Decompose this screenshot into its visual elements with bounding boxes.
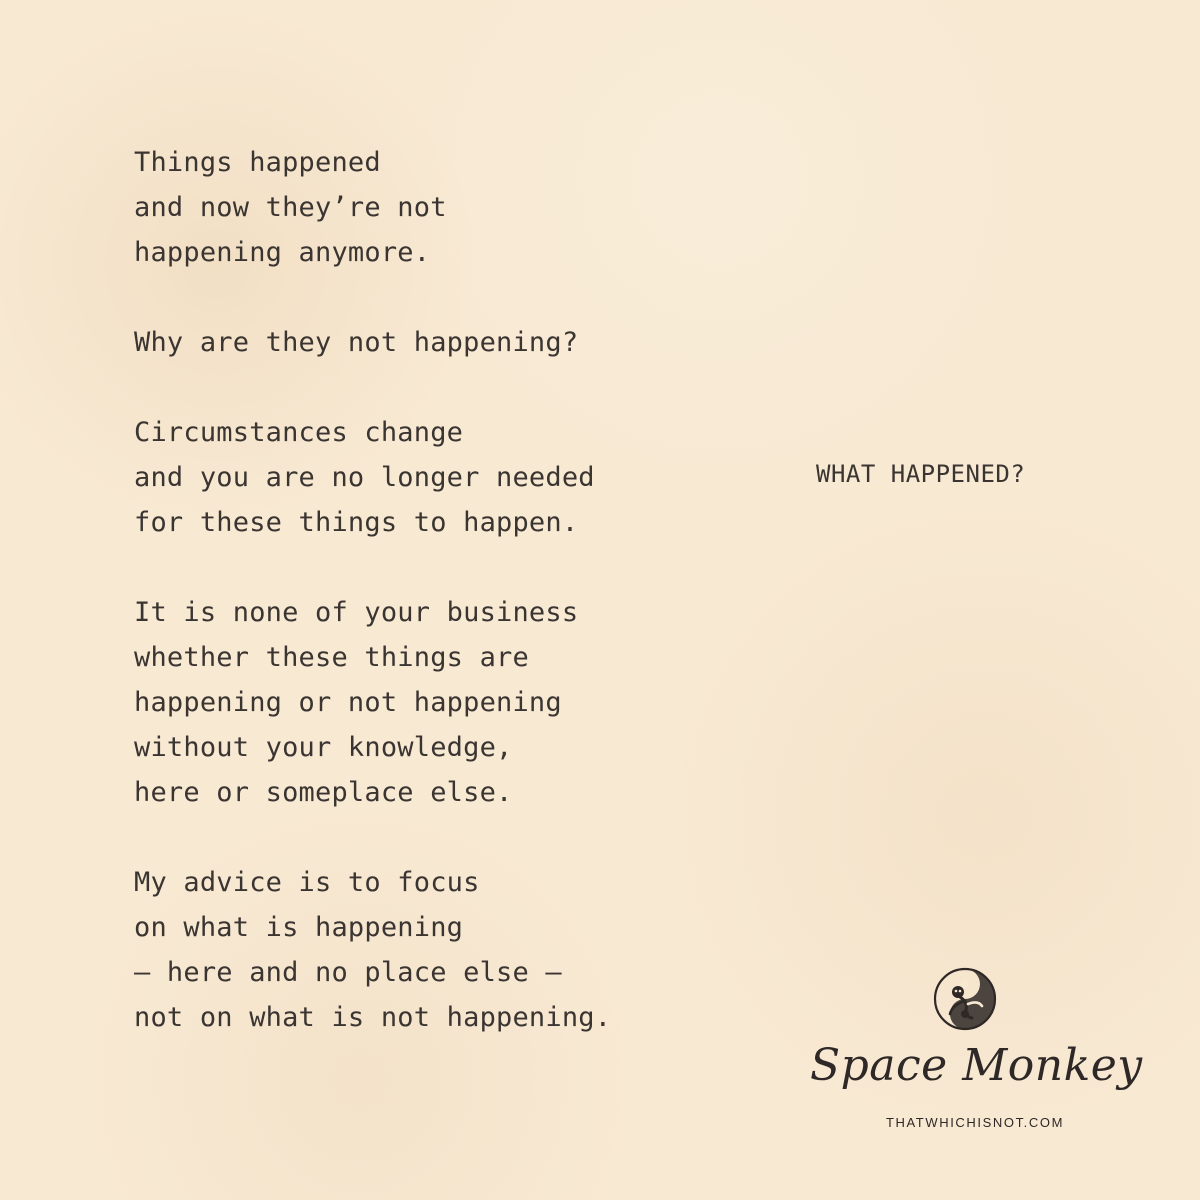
space-monkey-emblem-icon bbox=[932, 966, 998, 1032]
poem-title: WHAT HAPPENED? bbox=[816, 460, 1026, 488]
poem-line: — here and no place else — bbox=[134, 957, 562, 988]
stanza-2 bbox=[134, 320, 694, 365]
poem-line: Circumstances change bbox=[134, 417, 464, 448]
poem-line: My advice is to focus bbox=[134, 867, 480, 898]
poem-line: not on what is not happening. bbox=[134, 1002, 612, 1033]
poem-line: It is none of your business bbox=[134, 597, 579, 628]
poem bbox=[134, 140, 694, 1085]
stanza-4 bbox=[134, 590, 694, 815]
brand-name: Space Monkey bbox=[810, 1040, 1143, 1091]
poem-line: on what is happening bbox=[134, 912, 464, 943]
poem-line: Why are they not happening? bbox=[134, 327, 579, 358]
poem-line: happening or not happening bbox=[134, 687, 562, 718]
poem-line: and now they’re not bbox=[134, 192, 447, 223]
poem-line: and you are no longer needed bbox=[134, 462, 595, 493]
poem-line: happening anymore. bbox=[134, 237, 431, 268]
stanza-1 bbox=[134, 140, 694, 275]
brand-url: THATWHICHISNOT.COM bbox=[885, 1115, 1065, 1130]
poem-line: for these things to happen. bbox=[134, 507, 579, 538]
stanza-5 bbox=[134, 860, 694, 1040]
poem-line: without your knowledge, bbox=[134, 732, 513, 763]
poem-line: Things happened bbox=[134, 147, 381, 178]
poem-line: whether these things are bbox=[134, 642, 529, 673]
stanza-3 bbox=[134, 410, 694, 545]
poem-line: here or someplace else. bbox=[134, 777, 513, 808]
